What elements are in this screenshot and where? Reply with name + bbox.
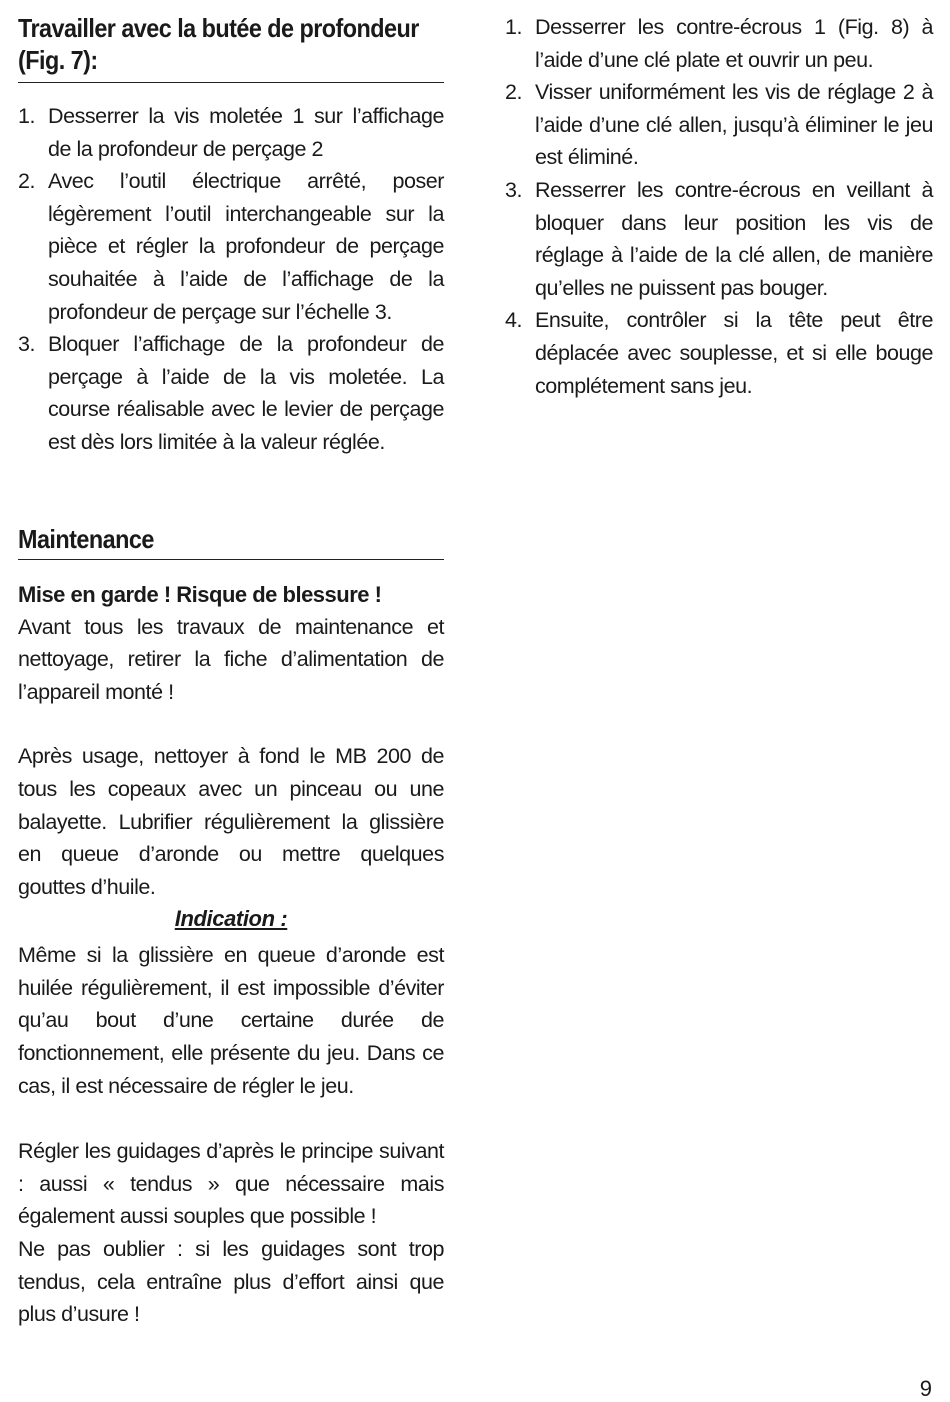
step-text: Ensuite, contrôler si la tête peut être déplacée avec souplesse, et si elle bouge complétement sans jeu. xyxy=(535,308,933,398)
after-use-paragraph: Après usage, nettoyer à fond le MB 200 de tous les copeaux avec un pinceau ou une balayette. Lubrifier régulièrement la glissière en queue d’aronde ou mettre quelques gouttes d’huile. xyxy=(18,744,444,899)
step-number: 2. xyxy=(505,80,523,105)
depth-stop-heading: Travailler avec la butée de profondeur (Fig. 7): xyxy=(18,13,419,75)
warning-text: Avant tous les travaux de maintenance et nettoyage, retirer la fiche d’alimentation de l’appareil monté ! xyxy=(18,614,444,704)
depth-stop-heading-block xyxy=(18,12,444,83)
step-text: Resserrer les contre-écrous en veillant à bloquer dans leur position les vis de réglage à l’aide de la clé allen, de manière qu’elles ne puissent pas bouger. xyxy=(535,177,933,300)
step-text: Avec l’outil électrique arrêté, poser légèrement l’outil interchangeable sur la pièce et régler la profondeur de perçage souhaitée à l’aide de l’affichage de la profondeur de perçage sur l’échelle 3. xyxy=(48,169,444,324)
list-item xyxy=(18,100,444,165)
list-item xyxy=(505,76,933,174)
step-text: Desserrer la vis moletée 1 sur l’affichage de la profondeur de perçage 2 xyxy=(48,104,444,161)
list-item xyxy=(18,165,444,328)
step-number: 3. xyxy=(18,332,36,357)
step-number: 1. xyxy=(505,15,523,39)
warning-title: Mise en garde ! Risque de blessure ! xyxy=(18,581,382,607)
step-text: Desserrer les contre-écrous 1 (Fig. 8) à l’aide d’une clé plate et ouvrir un peu. xyxy=(535,15,933,72)
list-item xyxy=(505,174,933,304)
depth-stop-steps xyxy=(18,100,444,459)
guides-paragraph: Régler les guidages d’après le principe suivant : aussi « tendus » que nécessaire mais également aussi souples que possible ! xyxy=(18,1139,444,1229)
note-text: Même si la glissière en queue d’aronde est huilée régulièrement, il est impossible d’éviter qu’au bout d’une certaine durée de fonctionnement, elle présente du jeu. Dans ce cas, il est nécessaire de régler le jeu. xyxy=(18,943,444,1098)
adjustment-steps xyxy=(505,11,933,402)
page-number: 9 xyxy=(919,1376,932,1401)
list-item xyxy=(505,304,933,402)
list-item xyxy=(505,11,933,76)
step-number: 1. xyxy=(18,104,36,128)
maintenance-heading-block xyxy=(18,523,444,560)
step-number: 2. xyxy=(18,169,36,194)
step-text: Visser uniformément les vis de réglage 2 à l’aide d’une clé allen, jusqu’à éliminer le jeu est éliminé. xyxy=(535,80,933,170)
list-item xyxy=(18,328,444,458)
step-text: Bloquer l’affichage de la profondeur de perçage à l’aide de la vis moletée. La course réalisable avec le levier de perçage est dès lors limitée à la valeur réglée. xyxy=(48,332,444,454)
left-column xyxy=(18,0,444,1331)
reminder-paragraph: Ne pas oublier : si les guidages sont trop tendus, cela entraîne plus d’effort ainsi que plus d’usure ! xyxy=(18,1237,444,1327)
right-column xyxy=(505,0,933,402)
step-number: 4. xyxy=(505,308,523,333)
step-number: 3. xyxy=(505,177,523,202)
note-title: Indication : xyxy=(174,906,288,932)
maintenance-heading: Maintenance xyxy=(18,523,154,554)
